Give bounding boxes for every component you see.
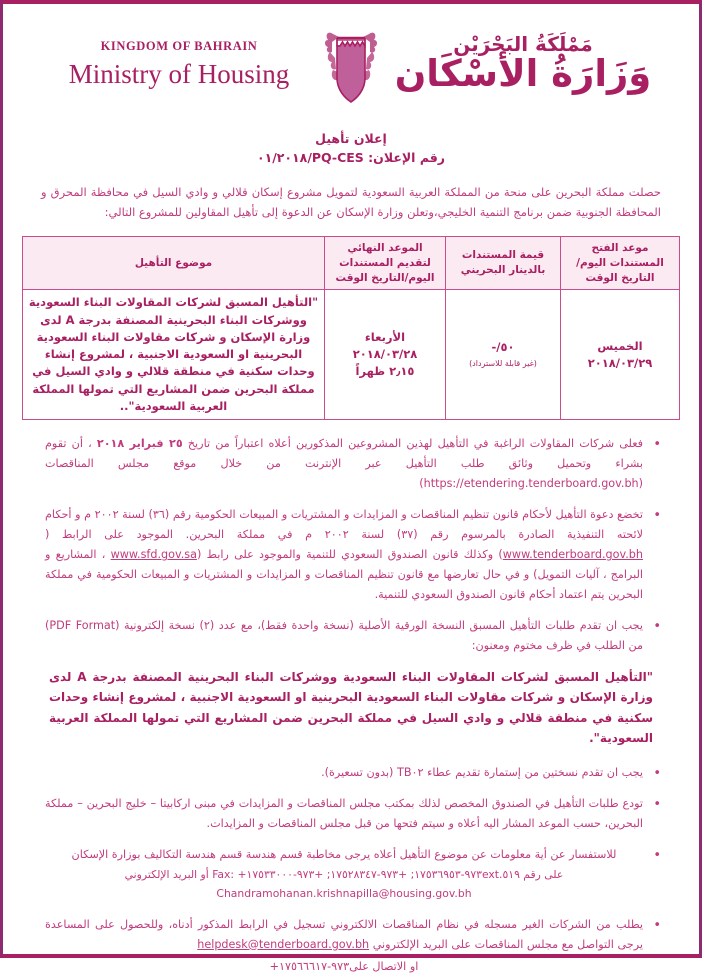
- page-inner: [3, 4, 699, 973]
- document-value: ٥٠/-: [491, 340, 515, 355]
- phone-prefix-label: على رقم: [519, 867, 564, 881]
- helpdesk-phone[interactable]: +٩٧٣-١٧٥٦٦٦١٧: [269, 959, 350, 973]
- announcement-type-label: إعلان تأهيل: [315, 131, 387, 146]
- kingdom-of-bahrain-arabic: مَمْلَكَةُ البَحْرَيْن: [453, 31, 593, 56]
- contact-email[interactable]: Chandramohanan.krishnapilla@housing.gov.bh: [216, 887, 472, 901]
- open-day: الخميس: [597, 338, 643, 353]
- header-arabic-block: [389, 33, 657, 96]
- td-open-date: [561, 290, 680, 420]
- deadline-day: الأربعاء: [364, 329, 406, 344]
- etendering-url[interactable]: (https://etendering.tenderboard.gov.bh): [419, 477, 643, 491]
- contact-phone-line: [45, 865, 643, 884]
- bahrain-coat-of-arms-icon: [319, 20, 383, 108]
- td-document-value: [446, 290, 561, 420]
- email-label: أو البريد الإلكتروني: [124, 867, 213, 881]
- envelope-title-quote: "التأهيل المسبق لشركات المقاولات البناء السعودية ووشركات البناء البحرينية المصنفة بدرجة A لدى وزارة الإسكان و شركات مقاولات البناء السعودية البحرينية او السعودية الاجنبية ، لمشروع إنشاء وحدات سكنية في منطقة قلالي و وادي السيل في مملكة البحرين ضمن المشاريع التي تمولها المملكة العربية السعودية".: [49, 669, 653, 746]
- contact-intro-line: • للاستفسار عن أية معلومات عن موضوع التأهيل أعلاه يرجى مخاطبة قسم هندسة قسم هندسة التكاليف بوزارة الإسكان: [71, 847, 617, 861]
- tender-details-table: [22, 236, 680, 420]
- p7-text-a: يطلب من الشركات الغير مسجله في نظام المناقصات الالكتروني تسجيل في الرابط المذكور أدناه، وللحصول على المساعدة يرجى التواصل مع مجلس المناقصات على البريد الإلكتروني: [45, 917, 643, 951]
- list-item-unregistered-companies: [45, 915, 661, 977]
- conditions-list-continued: [45, 763, 661, 977]
- announcement-title-block: [19, 130, 683, 168]
- td-deadline: [325, 290, 446, 420]
- ministry-of-housing-arabic: وَزَارَةُ الأسْكَان: [394, 51, 652, 95]
- th-document-value: قيمة المستندات بالدينار البحريني: [446, 236, 561, 290]
- sfd-url[interactable]: www.sfd.gov.sa: [110, 547, 197, 561]
- p7-text-b: او الاتصال على: [349, 959, 419, 973]
- list-item-deposit-box: • تودع طلبات التأهيل في الصندوق المخصص لذلك بمكتب مجلس المناقصات و المزايدات في مبنى اركابيتا – خليج البحرين – مملكة البحرين، حسب الموعد المشار اليه أعلاه و سيتم فتحها من قبل مجلس المناقصات و المزايدات.: [45, 794, 661, 834]
- list-item-submission-copies: • يجب ان تقدم طلبات التأهيل المسبق النسخة الورقية الأصلية (نسخة واحدة فقط)، مع عدد (٢) نسخة إلكترونية (PDF Format) من الطلب في ظرف مختوم ومعنون:: [45, 616, 661, 656]
- p1-text-b: ، أن تقوم بشراء وتحميل وثائق طلب التأهيل عبر الإنترنت من خلال موقع مجلس المناقصات: [45, 437, 643, 471]
- td-subject: "التأهيل المسبق لشركات المقاولات البناء السعودية ووشركات البناء البحرينية المصنفة بدرجة A لدى وزارة الإسكان و شركات مقاولات البناء السعودية البحرينية او السعودية الاجنبية ، لمشروع إنشاء وحدات سكنية في منطقة قلالي و وادي السيل في مملكة البحرين ضمن المشاريع التي تمولها المملكة العربية السعودية"..: [23, 290, 325, 420]
- table-row: [23, 290, 680, 420]
- list-item-registration: [45, 434, 661, 494]
- document-header: [19, 4, 683, 108]
- list-item-tb02-form: • يجب ان تقدم نسختين من إستمارة تقديم عطاء TB٠٢ (بدون تسعيرة).: [45, 763, 661, 783]
- intro-paragraph: حصلت مملكة البحرين على منحة من المملكة العربية السعودية لتمويل مشروع إسكان قلالي و وادي السيل في محافظة المحرق و المحافظة الجنوبية ضمن برنامج التنمية الخليجي،وتعلن وزارة الإسكان عن الدعوة إلى تأهيل المقاولين للمشروع التالي:: [41, 184, 661, 219]
- non-refundable-note: (غير قابلة للاسترداد): [469, 359, 537, 369]
- list-item-legal-framework: [45, 505, 661, 605]
- announcement-number-label: رقم الإعلان: PQ-CES/٠١/٢٠١٨: [256, 149, 446, 165]
- th-open-date: موعد الفتح المستندات اليوم/التاريخ الوقت: [561, 236, 680, 290]
- th-deadline: الموعد النهائي لتقديم المستندات اليوم/التاريخ الوقت: [325, 236, 446, 290]
- list-item-contact-info: [45, 845, 661, 904]
- header-english-block: [45, 39, 313, 88]
- conditions-list: [45, 434, 661, 655]
- p2-text-b: ) وكذلك قانون الصندوق السعودي للتنمية والموجود على رابط (: [196, 547, 503, 561]
- ministry-of-housing-label: Ministry of Housing: [68, 59, 290, 90]
- p2-text-a: تخضع دعوة التأهيل لأحكام قانون تنظيم المناقصات و المزايدات و المشتريات و المبيعات الحكومية رقم (٣٦) لسنة ٢٠٠٢ م و أحكام لائحته التنفيذية الصادرة بالمرسوم رقم (٣٧) لسنة ٢٠٠٢ م في مملكة البحرين. الموجود على الرابط (: [45, 508, 643, 541]
- tenderboard-url[interactable]: www.tenderboard.gov.bh: [502, 547, 643, 561]
- deadline-date: ٢٠١٨/٠٣/٢٨: [352, 347, 418, 362]
- p1-text-a: فعلى شركات المقاولات الراغبة في التأهيل لهذين المشروعين المذكورين أعلاه اعتباراً من تاريخ: [182, 437, 643, 451]
- kingdom-of-bahrain-label: KINGDOM OF BAHRAIN: [100, 39, 258, 54]
- helpdesk-phone-line: [45, 957, 643, 977]
- th-subject: موضوع التأهيل: [23, 236, 325, 290]
- contact-phone-numbers[interactable]: Fax: +٩٧٣-١٧٥٣٦٩٥٣; +٩٧٣-١٧٥٢٨٣٤٧; +٩٧٣-١٧٥٣٣٠٠٠ext.٥١٩: [212, 867, 520, 881]
- p2-text-c: ، المشاريع و البرامج ، آليات التمويل) و في حال تعارضها مع قانون تنظيم المناقصات و المزايدات و المشتريات و المبيعات الحكومية في مملكة البحرين يتم اعتماد أحكام قانون الصندوق السعودي للتنمية.: [45, 547, 643, 601]
- helpdesk-email[interactable]: helpdesk@tenderboard.gov.bh: [197, 937, 370, 951]
- deadline-time: ٢٫١٥ ظهراً: [355, 364, 415, 379]
- p1-date-bold: ٢٥ فبراير ٢٠١٨: [96, 437, 183, 451]
- table-header-row: [23, 236, 680, 290]
- open-date: ٢٠١٨/٠٣/٢٩: [587, 355, 653, 370]
